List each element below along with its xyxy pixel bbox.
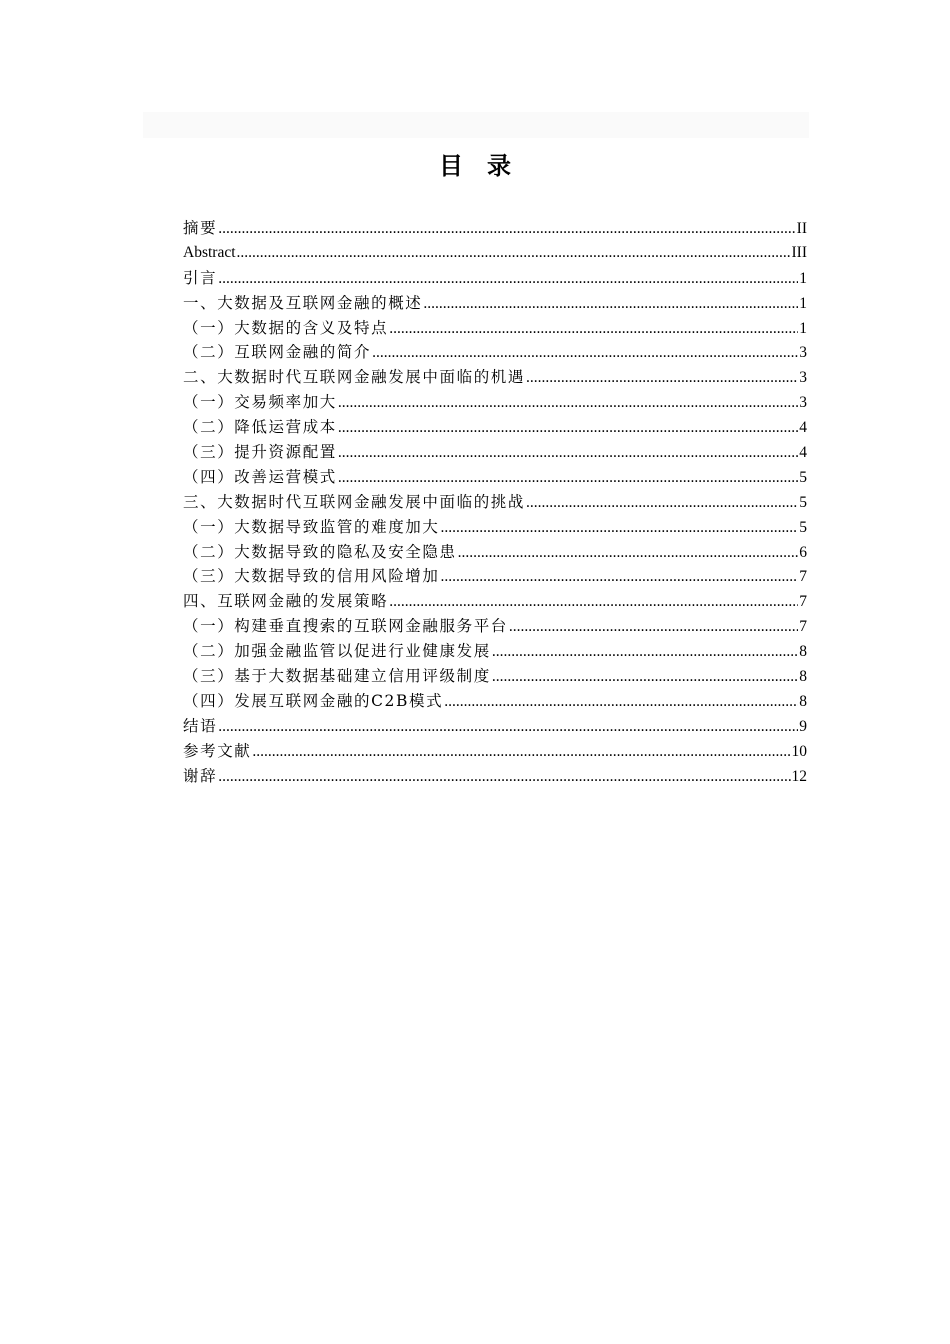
toc-entry[interactable] bbox=[183, 291, 807, 316]
toc-dot-leader bbox=[526, 366, 798, 390]
toc-entry-title: 谢辞 bbox=[183, 766, 218, 785]
toc-dot-leader bbox=[218, 715, 798, 739]
toc-dot-leader bbox=[218, 217, 795, 241]
table-of-contents bbox=[183, 216, 807, 788]
toc-dot-leader bbox=[338, 441, 798, 465]
toc-entry[interactable] bbox=[183, 415, 807, 440]
toc-page-number: 4 bbox=[799, 444, 807, 462]
toc-entry-title: （四）发展互联网金融的C2B模式 bbox=[183, 691, 444, 710]
toc-entry-title: （二）大数据导致的隐私及安全隐患 bbox=[183, 542, 457, 561]
toc-entry[interactable] bbox=[183, 639, 807, 664]
toc-entry-title: 四、互联网金融的发展策略 bbox=[183, 592, 389, 611]
toc-entry-title: （二）互联网金融的简介 bbox=[183, 343, 372, 362]
toc-entry-title: （二）加强金融监管以促进行业健康发展 bbox=[183, 642, 491, 661]
toc-dot-leader bbox=[492, 665, 798, 689]
page-title: 目录 bbox=[439, 151, 535, 180]
toc-entry-title: （三）基于大数据基础建立信用评级制度 bbox=[183, 667, 491, 686]
toc-page-number: 5 bbox=[799, 468, 807, 486]
toc-entry-title: 二、大数据时代互联网金融发展中面临的机遇 bbox=[183, 368, 526, 387]
toc-page-number: III bbox=[791, 243, 807, 261]
toc-dot-leader bbox=[252, 740, 790, 764]
toc-page-number: 1 bbox=[799, 319, 807, 337]
toc-page-number: 9 bbox=[799, 717, 807, 735]
toc-entry[interactable] bbox=[183, 564, 807, 589]
toc-entry[interactable] bbox=[183, 764, 807, 789]
toc-page-number: 5 bbox=[799, 518, 807, 536]
toc-entry[interactable] bbox=[183, 739, 807, 764]
toc-entry[interactable] bbox=[183, 664, 807, 689]
toc-dot-leader bbox=[338, 391, 798, 415]
toc-page-number: 6 bbox=[799, 543, 807, 561]
toc-dot-leader bbox=[338, 466, 798, 490]
toc-entry-title: 三、大数据时代互联网金融发展中面临的挑战 bbox=[183, 492, 526, 511]
toc-entry[interactable] bbox=[183, 316, 807, 341]
toc-entry-title: （三）大数据导致的信用风险增加 bbox=[183, 567, 440, 586]
toc-entry-title: 结语 bbox=[183, 716, 218, 735]
toc-entry-title: Abstract bbox=[183, 243, 236, 261]
toc-dot-leader bbox=[218, 765, 790, 789]
toc-page-number: 10 bbox=[791, 742, 807, 760]
toc-page-number: 3 bbox=[799, 344, 807, 362]
toc-dot-leader bbox=[458, 541, 799, 565]
toc-dot-leader bbox=[444, 690, 798, 714]
toc-page-number: 12 bbox=[791, 767, 807, 785]
toc-entry-title: 引言 bbox=[183, 268, 218, 287]
toc-entry[interactable] bbox=[183, 490, 807, 515]
toc-page-number: 3 bbox=[799, 369, 807, 387]
toc-dot-leader bbox=[218, 267, 798, 291]
toc-entry[interactable] bbox=[183, 266, 807, 291]
toc-page-number: 7 bbox=[799, 593, 807, 611]
toc-entry[interactable] bbox=[183, 614, 807, 639]
toc-entry-title: （二）降低运营成本 bbox=[183, 418, 337, 437]
toc-entry-title: （一）大数据的含义及特点 bbox=[183, 318, 389, 337]
toc-page-number: 1 bbox=[799, 294, 807, 312]
toc-entry[interactable] bbox=[183, 216, 807, 241]
toc-entry[interactable] bbox=[183, 241, 807, 266]
toc-dot-leader bbox=[441, 516, 799, 540]
toc-entry-title: 一、大数据及互联网金融的概述 bbox=[183, 293, 423, 312]
toc-page-number: 8 bbox=[799, 668, 807, 686]
toc-entry[interactable] bbox=[183, 540, 807, 565]
toc-page-number: 4 bbox=[799, 419, 807, 437]
page-header-band bbox=[143, 112, 809, 138]
toc-dot-leader bbox=[526, 491, 798, 515]
toc-entry-title: （四）改善运营模式 bbox=[183, 467, 337, 486]
toc-entry[interactable] bbox=[183, 365, 807, 390]
toc-page-number: 8 bbox=[799, 692, 807, 710]
toc-page-number: 5 bbox=[799, 493, 807, 511]
toc-page-number: II bbox=[796, 220, 807, 237]
toc-entry[interactable] bbox=[183, 465, 807, 490]
toc-entry-title: （一）交易频率加大 bbox=[183, 393, 337, 412]
toc-entry[interactable] bbox=[183, 440, 807, 465]
toc-page-number: 8 bbox=[799, 643, 807, 661]
toc-dot-leader bbox=[492, 640, 798, 664]
toc-page-number: 3 bbox=[799, 394, 807, 412]
toc-entry[interactable] bbox=[183, 714, 807, 739]
toc-entry[interactable] bbox=[183, 689, 807, 714]
toc-entry[interactable] bbox=[183, 390, 807, 415]
toc-dot-leader bbox=[372, 341, 798, 365]
toc-entry[interactable] bbox=[183, 515, 807, 540]
toc-dot-leader bbox=[389, 317, 798, 341]
toc-dot-leader bbox=[441, 565, 799, 589]
toc-page-number: 7 bbox=[799, 568, 807, 586]
toc-entry-title: 参考文献 bbox=[183, 741, 252, 760]
toc-dot-leader bbox=[423, 292, 798, 316]
toc-entry[interactable] bbox=[183, 589, 807, 614]
toc-entry[interactable] bbox=[183, 340, 807, 365]
toc-entry-title: （一）构建垂直搜索的互联网金融服务平台 bbox=[183, 617, 508, 636]
toc-dot-leader bbox=[338, 416, 798, 440]
toc-dot-leader bbox=[509, 615, 798, 639]
toc-dot-leader bbox=[237, 241, 791, 266]
toc-page-number: 7 bbox=[799, 618, 807, 636]
toc-entry-title: （一）大数据导致监管的难度加大 bbox=[183, 517, 440, 536]
toc-page-number: 1 bbox=[799, 269, 807, 287]
toc-entry-title: 摘要 bbox=[183, 219, 218, 237]
toc-entry-title: （三）提升资源配置 bbox=[183, 443, 337, 462]
toc-dot-leader bbox=[389, 590, 798, 614]
